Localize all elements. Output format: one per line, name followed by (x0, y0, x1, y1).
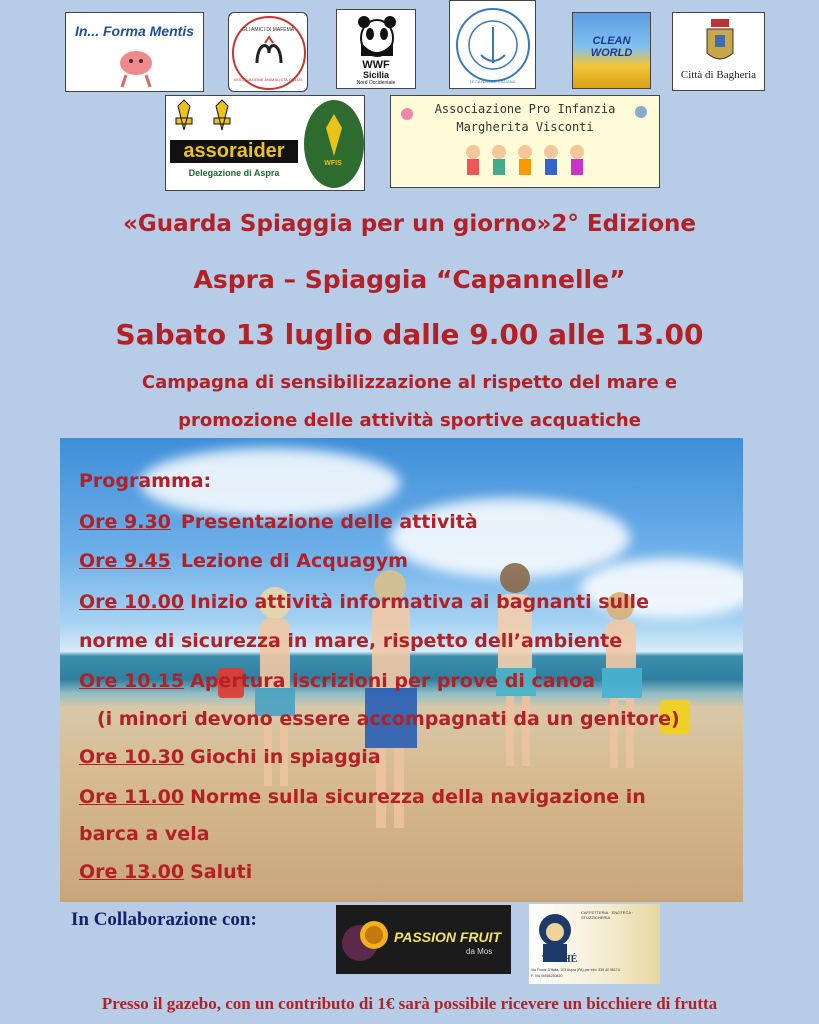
logo-passion-fruit (336, 905, 511, 974)
event-subtitle-line2: promozione delle attività sportive acquatiche (178, 410, 641, 431)
logo-wwf-region: Sicilia (362, 70, 389, 80)
tyche-address: Via Fiume D'Italia, 103 Aspra (PA) per info: 339 40 95174 (531, 968, 620, 972)
logo-assoraider-sub: Delegazione di Aspra (188, 168, 280, 178)
program-item (79, 511, 478, 533)
program-text: Norme sulla sicurezza della navigazione in (190, 786, 646, 808)
program-text: Inizio attività informativa ai bagnanti sulle (190, 591, 649, 613)
logo-assoraider-text: assoraider (170, 140, 298, 163)
logo-lega-navale-text: LEGA NAVALE ITALIANA (469, 79, 516, 84)
footer-text: Presso il gazebo, con un contributo di 1€ sarà possibile ricevere un bicchiere di frutta (101, 994, 718, 1013)
program-item-continuation (79, 823, 210, 845)
children-holding-hands-icon (391, 96, 660, 188)
program-item (79, 670, 595, 692)
tyche-top-text: CAFFETTERIA · ENOTECA · STUZZICHERIA (581, 910, 634, 920)
program-item-continuation (79, 630, 622, 652)
coat-of-arms-icon (673, 15, 765, 75)
logo-pro-infanzia-line1: Associazione Pro Infanzia (434, 102, 616, 116)
logo-wwf-text: WWF (362, 59, 390, 71)
passion-fruit-text: PASSION FRUIT (394, 929, 502, 945)
program-item (79, 786, 646, 808)
program-time: Ore 11.00 (79, 786, 185, 808)
event-date: Sabato 13 luglio dalle 9.00 alle 13.00 (115, 318, 704, 351)
logo-pro-infanzia-line2: Margherita Visconti (456, 120, 594, 134)
logo-pro-infanzia (390, 95, 660, 188)
program-time: Ore 9.30 (79, 511, 171, 533)
event-location: Aspra – Spiaggia “Capannelle” (193, 265, 626, 294)
anchor-emblem-icon (450, 1, 536, 89)
program-time: Ore 10.15 (79, 670, 185, 692)
logo-wwf (336, 9, 416, 89)
event-subtitle-line1: Campagna di sensibilizzazione al rispetto del mare e (141, 372, 678, 393)
logo-in-forma-mentis (65, 12, 204, 92)
program-time: Ore 10.00 (79, 591, 185, 613)
logo-in-forma-mentis-text: In... Forma Mentis (74, 23, 194, 39)
program-item-note (97, 708, 680, 730)
program-text: Apertura iscrizioni per prove di canoa (190, 670, 595, 692)
program-time: Ore 9.45 (79, 550, 171, 572)
passion-fruit-sub: da Mos (466, 947, 493, 956)
program-item (79, 550, 408, 572)
logo-wfis-text: WFIS (324, 160, 342, 167)
program-text: Lezione di Acquagym (180, 550, 408, 572)
logo-amici-mafema-bottom: ASSOCIAZIONE ANIMALISTA ONLUS (233, 77, 303, 82)
program-text: Giochi in spiaggia (190, 746, 381, 768)
event-title: «Guarda Spiaggia per un giorno»2° Edizione (122, 211, 697, 237)
logo-citta-bagheria (672, 12, 765, 91)
logo-amici-mafema-top: GLI AMICI DI MAFEMA (241, 27, 295, 33)
program-text: Presentazione delle attività (180, 511, 478, 533)
logo-assoraider (165, 95, 365, 191)
program-text: Saluti (190, 861, 253, 883)
program-time: Ore 13.00 (79, 861, 185, 883)
program-heading: Programma: (79, 470, 212, 492)
program-item (79, 591, 649, 613)
tyche-name: TYCHÉ (541, 954, 578, 965)
passion-fruit-icon (336, 905, 396, 974)
tyche-piva: P. IVA 06586250820 (531, 974, 563, 978)
collaboration-label: In Collaborazione con: (71, 909, 257, 930)
program-text: (i minori devono essere accompagnati da un genitore) (97, 708, 680, 730)
program-item (79, 746, 381, 768)
program-text: norme di sicurezza in mare, rispetto dell’ambiente (79, 630, 623, 652)
program-text: barca a vela (79, 823, 210, 845)
logo-wwf-sub: Nord Occidentale (356, 80, 396, 86)
logo-lega-navale (449, 0, 536, 89)
logo-amici-mafema (228, 12, 308, 92)
program-item (79, 861, 252, 883)
logo-tyche (529, 904, 660, 984)
brain-mascot-icon (66, 13, 204, 92)
logo-citta-text: Città di Bagheria (680, 69, 757, 81)
panda-icon (337, 12, 416, 62)
program-time: Ore 10.30 (79, 746, 185, 768)
logo-clean-world (572, 12, 651, 89)
logo-clean-world-text: CLEAN WORLD (590, 35, 633, 59)
